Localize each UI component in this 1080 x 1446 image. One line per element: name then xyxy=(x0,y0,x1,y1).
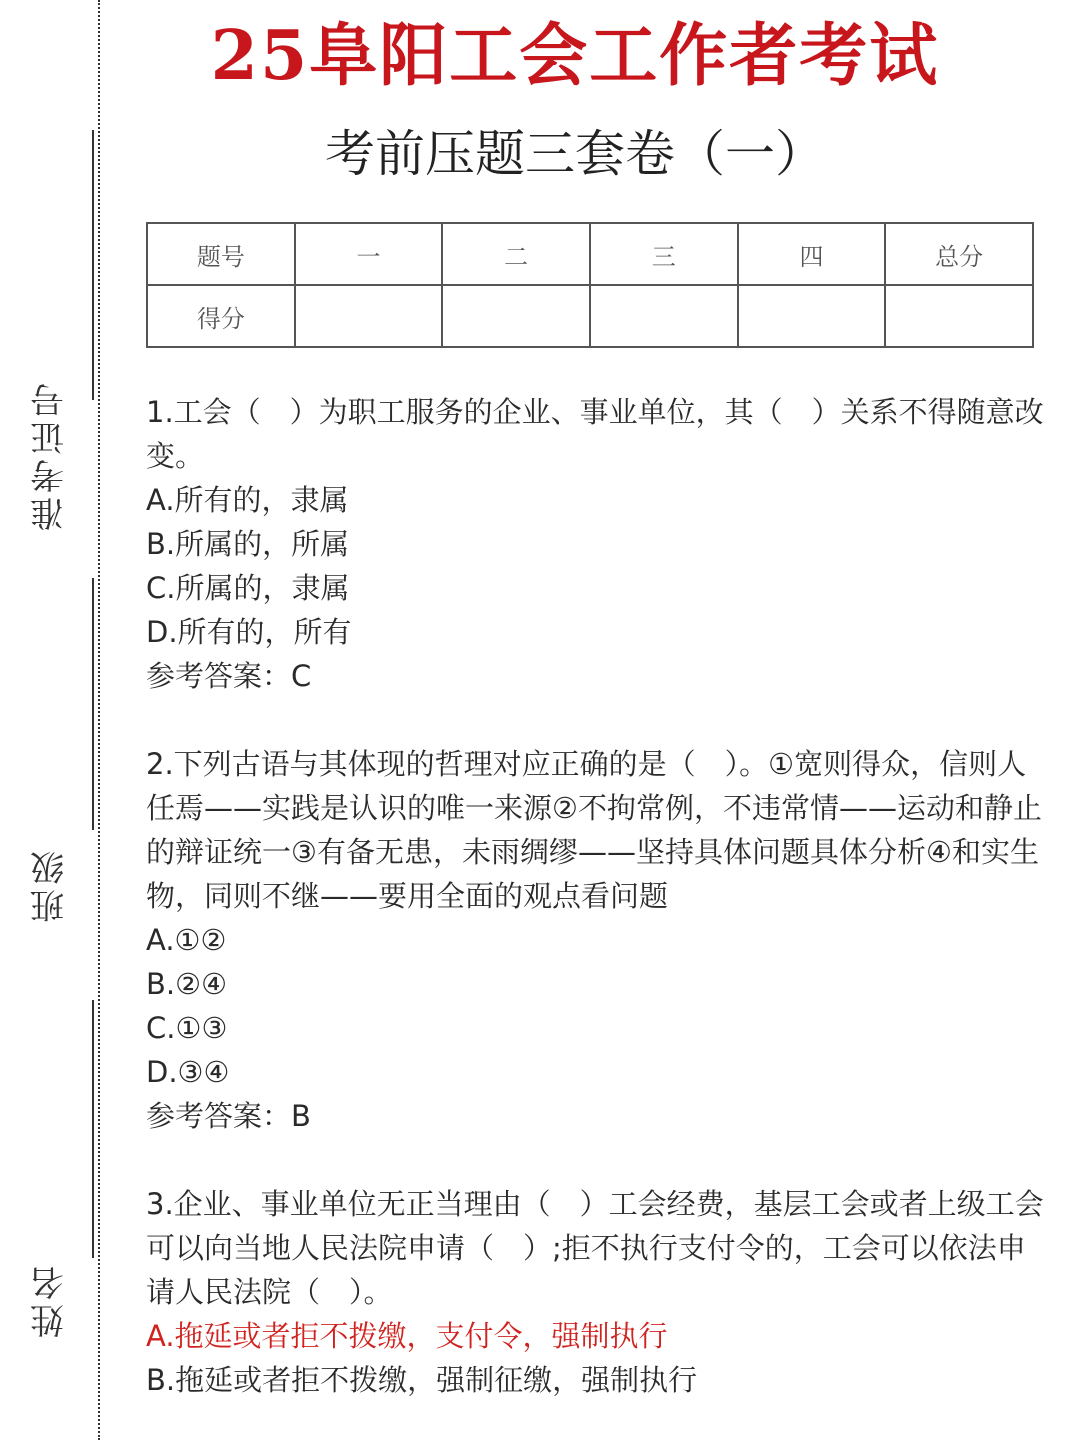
page-subtitle: 考前压题三套卷（一） xyxy=(325,125,825,183)
score-input-cell xyxy=(885,285,1033,347)
score-cell: 三 xyxy=(590,223,738,285)
score-table-header-row xyxy=(147,223,1033,285)
question-stem: 3.企业、事业单位无正当理由（ ）工会经费，基层工会或者上级工会可以向当地人民法院申请（ ）;拒不执行支付令的，工会可以依法申请人民法院（ ）。 xyxy=(146,1187,1044,1309)
score-table xyxy=(146,222,1034,348)
option-c: C.①③ xyxy=(146,1011,228,1045)
reference-answer: 参考答案：B xyxy=(146,1099,311,1133)
option-d: D.③④ xyxy=(146,1055,230,1089)
option-b: B.拖延或者拒不拨缴，强制征缴，强制执行 xyxy=(146,1363,698,1397)
name-label: 姓名 xyxy=(30,1262,71,1338)
question-3 xyxy=(146,1182,1046,1402)
option-a: A.所有的，隶属 xyxy=(146,483,349,517)
question-stem: 1.工会（ ）为职工服务的企业、事业单位，其（ ）关系不得随意改变。 xyxy=(146,395,1044,473)
question-list xyxy=(146,390,1046,1446)
option-a-highlighted: A.拖延或者拒不拨缴，支付令，强制执行 xyxy=(146,1319,668,1353)
score-input-cell xyxy=(738,285,886,347)
question-2 xyxy=(146,742,1046,1138)
page-title: 25阜阳工会工作者考试 xyxy=(210,16,940,96)
question-stem: 2.下列古语与其体现的哲理对应正确的是（ ）。①宽则得众，信则人任焉——实践是认识的唯一来源②不拘常例，不违常情——运动和静止的辩证统一③有备无患，未雨绸缪——坚持具体问题具体分析④和实生物，同则不继——要用全面的观点看问题 xyxy=(146,747,1042,913)
reference-answer: 参考答案：C xyxy=(146,659,312,693)
score-cell: 四 xyxy=(738,223,886,285)
score-cell: 总分 xyxy=(885,223,1033,285)
option-c: C.所属的，隶属 xyxy=(146,571,350,605)
score-input-cell xyxy=(590,285,738,347)
class-label: 班级 xyxy=(30,847,71,923)
dotted-cut-line xyxy=(98,0,100,1440)
score-input-cell xyxy=(295,285,443,347)
score-cell: 题号 xyxy=(147,223,295,285)
option-d: D.所有的，所有 xyxy=(146,615,352,649)
score-table-score-row xyxy=(147,285,1033,347)
option-a: A.①② xyxy=(146,923,227,957)
score-cell: 二 xyxy=(442,223,590,285)
score-cell: 得分 xyxy=(147,285,295,347)
ticket-number-label: 准考证号 xyxy=(30,379,71,531)
name-line xyxy=(92,1000,94,1258)
option-b: B.所属的，所属 xyxy=(146,527,350,561)
ticket-number-line xyxy=(92,130,94,400)
question-1 xyxy=(146,390,1046,698)
score-cell: 一 xyxy=(295,223,443,285)
option-b: B.②④ xyxy=(146,967,228,1001)
score-input-cell xyxy=(442,285,590,347)
class-line xyxy=(92,578,94,830)
